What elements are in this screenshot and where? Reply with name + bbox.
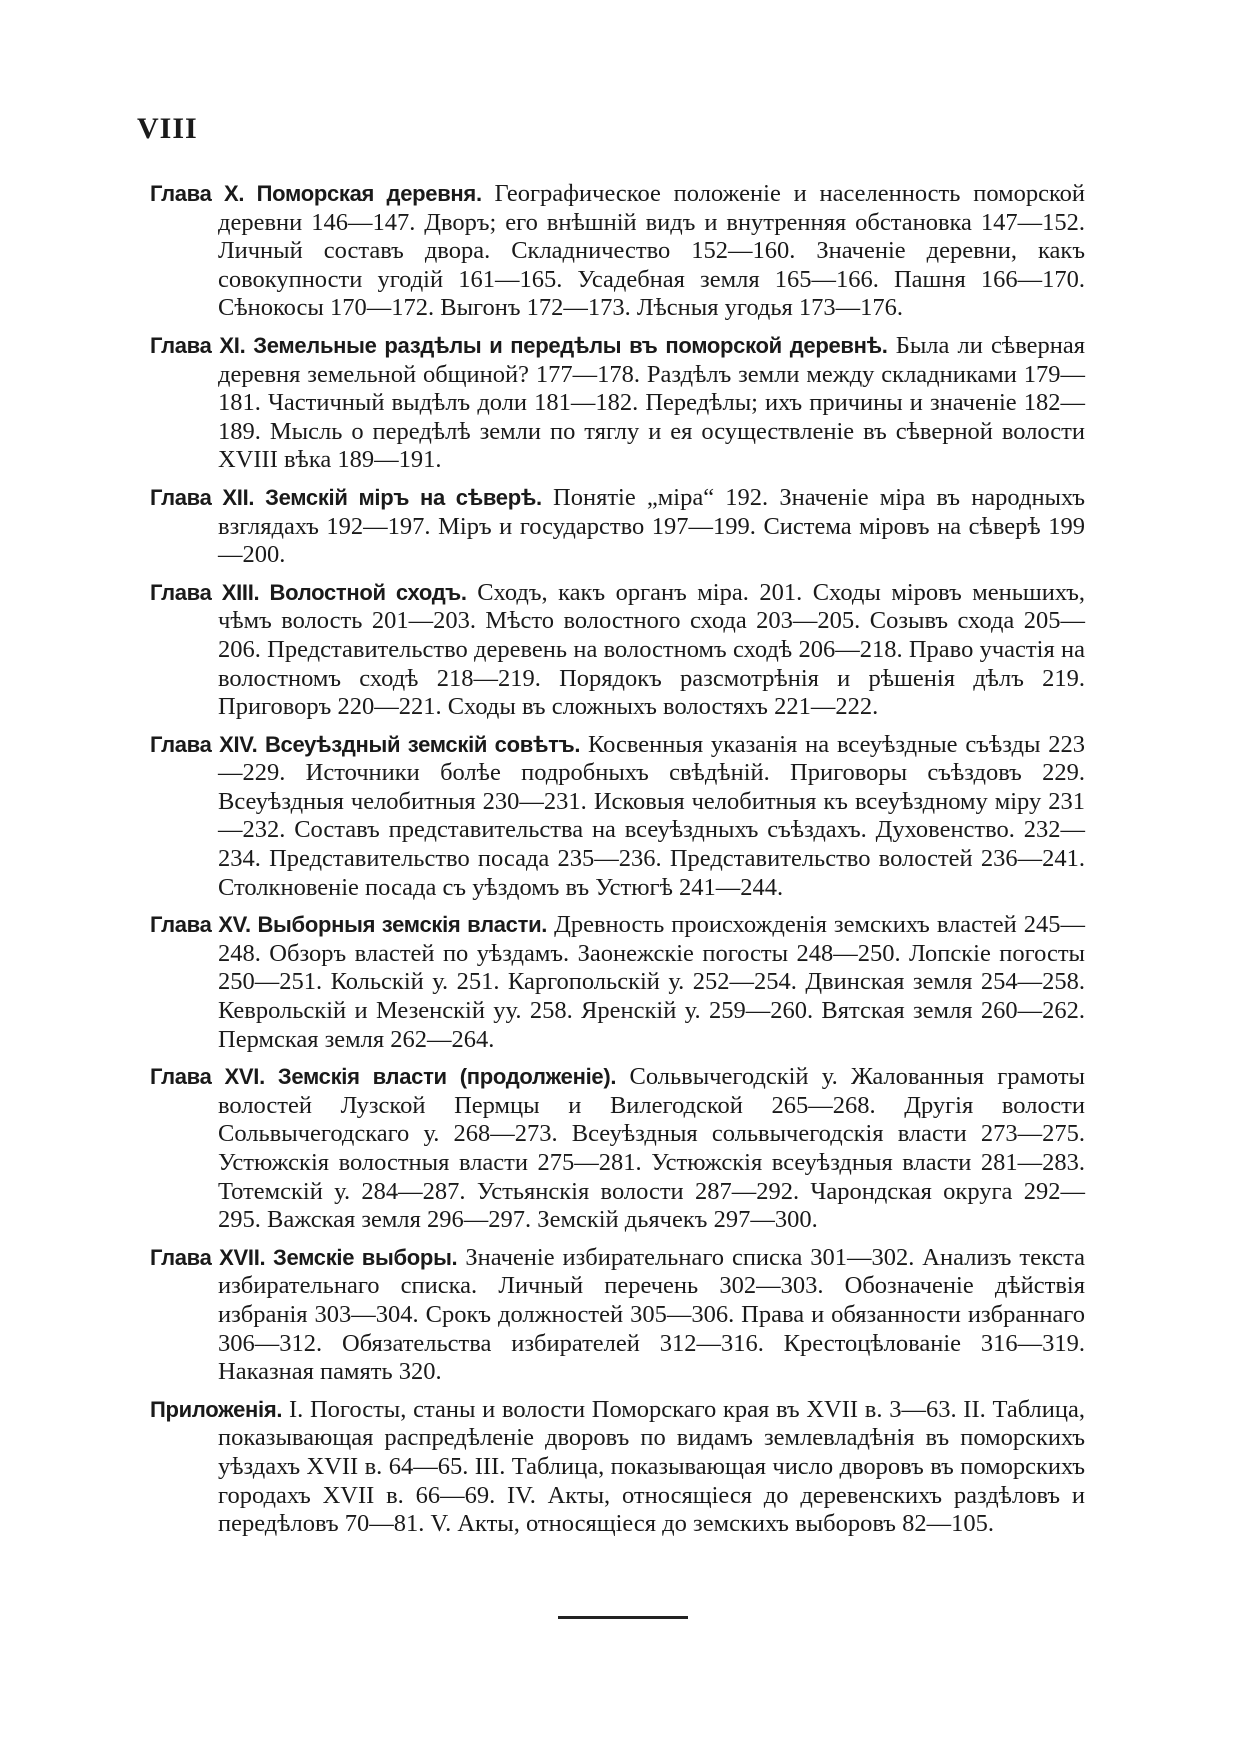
toc-entry-text: Косвенныя указанія на всеуѣздные съѣзды 223—229. Источники болѣе подробныхъ свѣдѣній. Приговоры съѣздовъ 229. Всеуѣздныя челобитныя 230—231. Исковыя челобитныя къ всеуѣздному міру 231—232. Составъ представительства на всеуѣздныхъ съѣздахъ. Духовенство. 232—234. Представительство посада 235—236. Представительство волостей 236—241. Столкновеніе посада съ уѣздомъ въ Устюгѣ 241—244.	[218, 730, 1086, 901]
toc-entry-title: Глава X. Поморская деревня.	[150, 181, 482, 206]
toc-entry-text: Древность происхожденія земскихъ властей 245—248. Обзоръ властей по уѣздамъ. Заонежскіе погосты 248—250. Лопскіе погосты 250—251. Кольскій у. 251. Каргопольскій у. 252—254. Двинская земля 254—258. Кеврольскій и Мезенскій уу. 258. Яренскій у. 259—260. Вятская земля 260—262. Пермская земля 262—264.	[218, 911, 1085, 1053]
toc-entry-chapter-11	[150, 332, 1085, 475]
end-divider	[558, 1616, 688, 1619]
toc-entry-title: Глава XVI. Земскія власти (продолженіе).	[150, 1064, 617, 1090]
toc-entry-title: Глава XIV. Всеуѣздный земскій совѣтъ.	[150, 731, 581, 757]
toc-entry-chapter-14	[150, 731, 1085, 903]
toc-entry-text: Понятіе „міра“ 192. Значеніе міра въ народныхъ взглядахъ 192—197. Міръ и государство 197—199. Система міровъ на сѣверѣ 199—200.	[218, 483, 1085, 569]
toc-entry-chapter-17	[150, 1244, 1085, 1387]
toc-entry-chapter-10	[150, 180, 1085, 323]
toc-entry-text: I. Погосты, станы и волости Поморскаго края въ XVII в. 3—63. II. Таблица, показывающая распредѣленіе дворовъ по видамъ землевладѣнія въ поморскихъ уѣздахъ XVII в. 64—65. III. Таблица, показывающая число дворовъ въ поморскихъ городахъ XVII в. 66—69. IV. Акты, относящіеся до деревенскихъ раздѣловъ и передѣловъ 70—81. V. Акты, относящіеся до земскихъ выборовъ 82—105.	[218, 1395, 1086, 1538]
toc-entry-title: Приложенія.	[150, 1396, 283, 1422]
toc-entry-text: Была ли сѣверная деревня земельной общиной? 177—178. Раздѣлъ земли между складниками 179—181. Частичный выдѣлъ доли 181—182. Передѣлы; ихъ причины и значеніе 182—189. Мысль о передѣлѣ земли по тяглу и ея осуществленіе въ сѣверной волости XVIII вѣка 189—191.	[218, 331, 1086, 474]
toc-entry-chapter-12	[150, 484, 1085, 570]
toc-entry-title: Глава XI. Земельные раздѣлы и передѣлы въ поморской деревнѣ.	[150, 332, 888, 358]
toc-entry-title: Глава XIII. Волостной сходъ.	[150, 579, 467, 605]
toc-entry-text: Сольвычегодскій у. Жалованныя грамоты волостей Лузской Пермцы и Вилегодской 265—268. Другія волости Сольвычегодскаго у. 268—273. Всеуѣздныя сольвычегодскія власти 273—275. Устюжскія волостныя власти 275—281. Устюжскія всеуѣздныя власти 281—283. Тотемскій у. 284—287. Устьянскія волости 287—292. Чарондская округа 292—295. Важская земля 296—297. Земскій дьячекъ 297—300.	[218, 1063, 1086, 1234]
page-number: VIII	[137, 112, 198, 145]
toc-entry-chapter-13	[150, 579, 1085, 722]
toc-entry-chapter-16	[150, 1063, 1085, 1235]
toc-entry-title: Глава XII. Земскій міръ на сѣверѣ.	[150, 484, 542, 510]
toc-entry-title: Глава XVII. Земскіе выборы.	[150, 1244, 458, 1270]
toc-entry-text: Сходъ, какъ органъ міра. 201. Сходы міровъ меньшихъ, чѣмъ волость 201—203. Мѣсто волостного схода 203—205. Созывъ схода 205—206. Представительство деревень на волостномъ сходѣ 206—218. Право участія на волостномъ сходѣ 218—219. Порядокъ разсмотрѣнія и рѣшенія дѣлъ 219. Приговоръ 220—221. Сходы въ сложныхъ волостяхъ 221—222.	[218, 578, 1085, 721]
toc-entry-appendices	[150, 1396, 1085, 1539]
table-of-contents	[150, 180, 1085, 1548]
toc-entry-title: Глава XV. Выборныя земскія власти.	[150, 912, 548, 938]
toc-entry-text: Значеніе избирательнаго списка 301—302. Анализъ текста избирательнаго списка. Личный перечень 302—303. Обозначеніе дѣйствія избранія 303—304. Срокъ должностей 305—306. Права и обязанности избраннаго 306—312. Обязательства избирателей 312—316. Крестоцѣлованіе 316—319. Наказная память 320.	[218, 1243, 1086, 1386]
toc-entry-text: Географическое положеніе и населенность поморской деревни 146—147. Дворъ; его внѣшній видъ и внутренняя обстановка 147—152. Личный составъ двора. Складничество 152—160. Значеніе деревни, какъ совокупности угодій 161—165. Усадебная земля 165—166. Пашня 166—170. Сѣнокосы 170—172. Выгонъ 172—173. Лѣсныя угодья 173—176.	[218, 180, 1085, 322]
toc-entry-chapter-15	[150, 911, 1085, 1054]
